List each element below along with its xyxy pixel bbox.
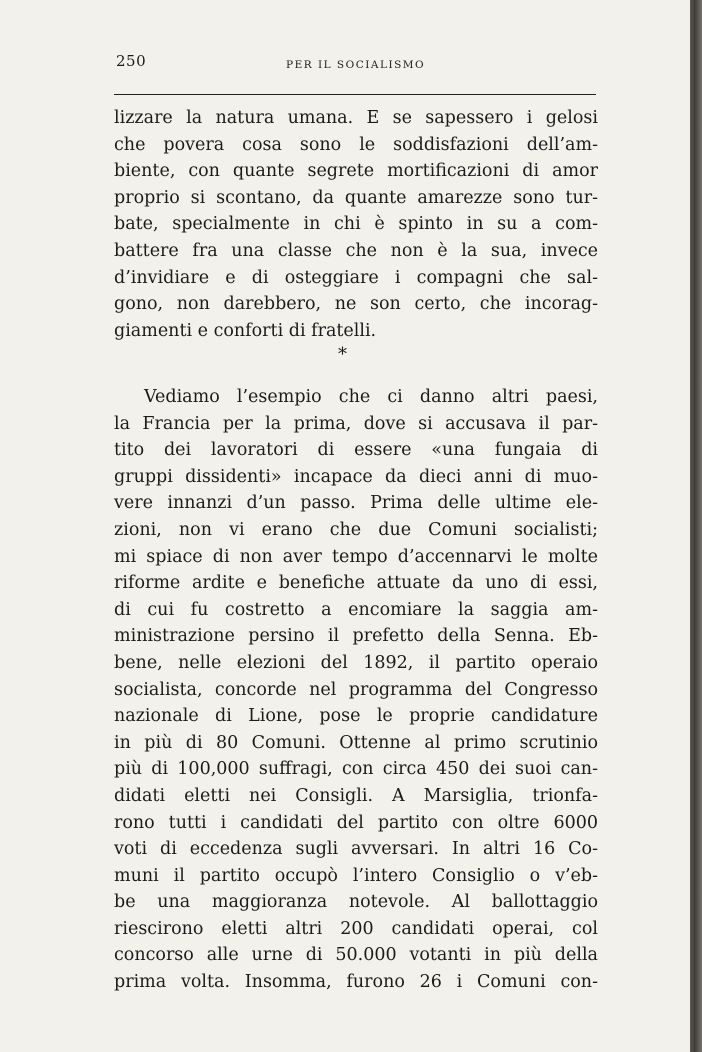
text-line: mi spiace di non aver tempo d’accennarvi le molte xyxy=(114,546,598,567)
text-line: riescirono eletti altri 200 candidati operai, col xyxy=(114,918,598,939)
text-line: socialista, concorde nel programma del Congresso xyxy=(114,679,598,700)
text-line: tito dei lavoratori di essere «una fungaia di xyxy=(114,440,598,461)
text-line: vere innanzi d’un passo. Prima delle ultime ele- xyxy=(114,493,598,514)
paragraph-1 xyxy=(114,105,598,344)
text-line: giamenti e conforti di fratelli. xyxy=(114,320,377,341)
text-line: gruppi dissidenti» incapace da dieci anni di muo- xyxy=(114,466,598,487)
text-line: in più di 80 Comuni. Ottenne al primo scrutinio xyxy=(114,732,598,753)
text-line: prima volta. Insomma, furono 26 i Comuni con- xyxy=(114,972,598,993)
text-line: bate, specialmente in chi è spinto in su a com- xyxy=(114,214,598,235)
text-line: lizzare la natura umana. E se sapessero i gelosi xyxy=(114,108,598,128)
text-line: concorso alle urne di 50.000 votanti in più della xyxy=(114,945,598,966)
text-line: Vediamo l’esempio che ci danno altri paesi, xyxy=(144,387,598,407)
text-line: biente, con quante segrete mortificazioni di amor xyxy=(114,161,598,182)
text-line: muni il partito occupò l’intero Consiglio o v’eb- xyxy=(114,865,598,886)
text-line: be una maggioranza notevole. Al ballottaggio xyxy=(114,892,598,913)
paragraph-2 xyxy=(114,384,598,996)
running-title: PER IL SOCIALISMO xyxy=(286,59,426,71)
text-line: battere fra una classe che non è la sua, invece xyxy=(114,240,598,261)
text-line: nazionale di Lione, pose le proprie candidature xyxy=(114,706,598,727)
text-line: bene, nelle elezioni del 1892, il partito operaio xyxy=(114,652,598,673)
text-line: la Francia per la prima, dove si accusava il par- xyxy=(114,413,598,434)
text-line: rono tutti i candidati del partito con oltre 6000 xyxy=(114,812,598,833)
text-line: didati eletti nei Consigli. A Marsiglia, trionfa- xyxy=(114,785,598,806)
text-line: d’invidiare e di osteggiare i compagni che sal- xyxy=(114,267,598,288)
text-line: zioni, non vi erano che due Comuni socialisti; xyxy=(114,519,598,540)
header-rule xyxy=(114,94,596,95)
text-line: riforme ardite e benefiche attuate da uno di essi, xyxy=(114,573,598,594)
text-line: che povera cosa sono le soddisfazioni dell’am- xyxy=(114,134,598,155)
text-line: voti di eccedenza sugli avversari. In altri 16 Co- xyxy=(114,839,598,860)
book-spine-edge xyxy=(690,0,702,1052)
text-line: più di 100,000 suffragi, con circa 450 dei suoi can- xyxy=(114,759,598,780)
text-line: proprio si scontano, da quante amarezze sono tur- xyxy=(114,187,598,208)
section-separator: * xyxy=(338,344,347,365)
text-line: di cui fu costretto a encomiare la saggia am- xyxy=(114,599,598,620)
page-number: 250 xyxy=(116,52,147,70)
text-line: ministrazione persino il prefetto della Senna. Eb- xyxy=(114,626,598,647)
running-head xyxy=(116,48,596,78)
text-line: gono, non darebbero, ne son certo, che incorag- xyxy=(114,294,598,315)
